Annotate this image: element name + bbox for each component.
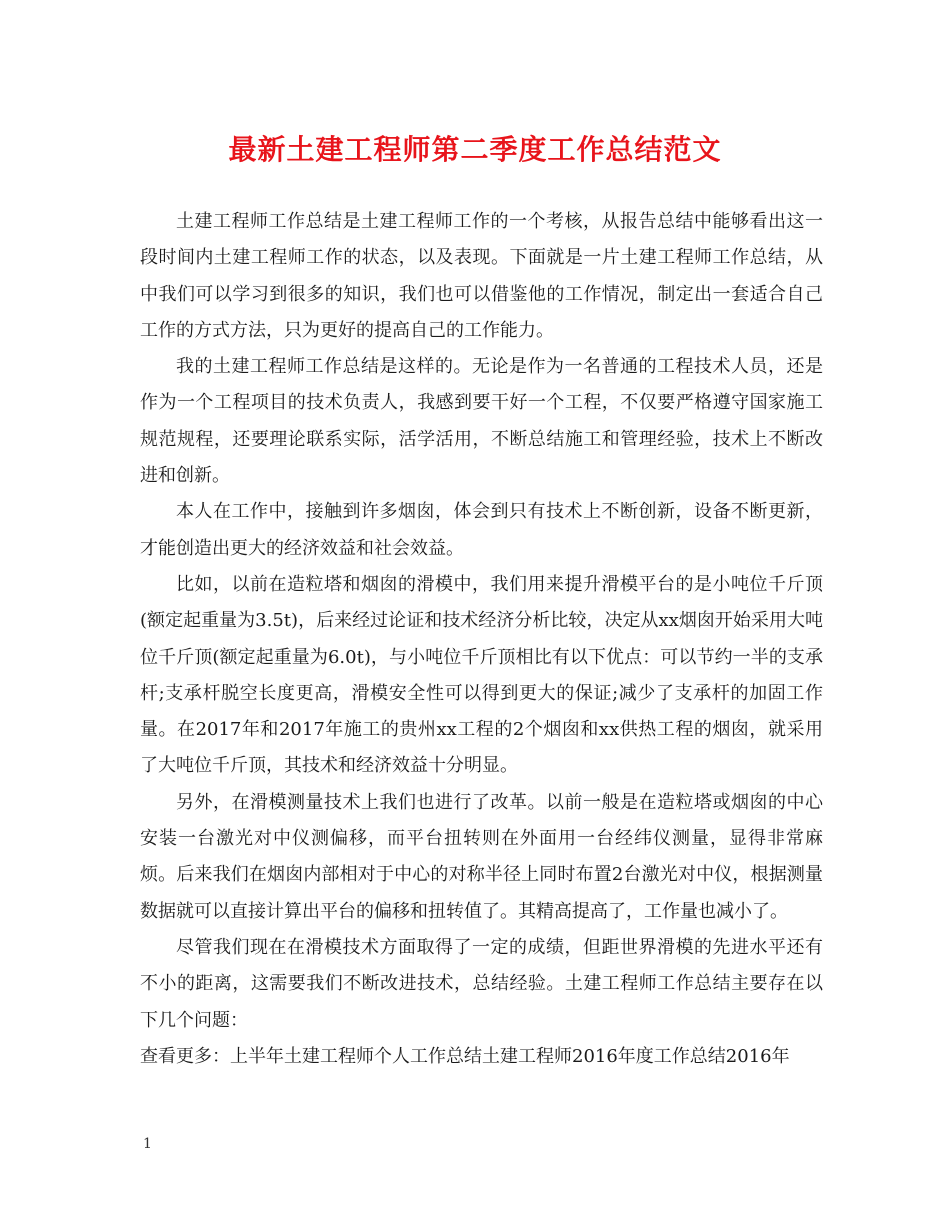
more-link[interactable]: 查看更多：上半年土建工程师个人工作总结土建工程师2016年度工作总结2016年 — [140, 1045, 790, 1067]
document-body — [140, 204, 823, 1075]
paragraph-problems: 尽管我们现在在滑模技术方面取得了一定的成绩，但距世界滑模的先进水平还有不小的距离，这需要我们不断改进技术，总结经验。土建工程师工作总结主要存在以下几个问题： — [140, 936, 823, 1031]
paragraph-intro: 土建工程师工作总结是土建工程师工作的一个考核，从报告总结中能够看出这一段时间内土建工程师工作的状态，以及表现。下面就是一片土建工程师工作总结，从中我们可以学习到很多的知识，我们也可以借鉴他的工作情况，制定出一套适合自己工作的方式方法，只为更好的提高自己的工作能力。 — [140, 211, 823, 341]
paragraph-chimney: 本人在工作中，接触到许多烟囱，体会到只有技术上不断创新，设备不断更新，才能创造出更大的经济效益和社会效益。 — [140, 501, 823, 559]
paragraph-measurement: 另外，在滑模测量技术上我们也进行了改革。以前一般是在造粒塔或烟囱的中心安装一台激光对中仪测偏移，而平台扭转则在外面用一台经纬仪测量，显得非常麻烦。后来我们在烟囱内部相对于中心的对称半径上同时布置2台激光对中仪，根据测量数据就可以直接计算出平台的偏移和扭转值了。其精高提高了，工作量也减小了。 — [140, 791, 823, 922]
paragraph-summary: 我的土建工程师工作总结是这样的。无论是作为一名普通的工程技术人员，还是作为一个工程项目的技术负责人，我感到要干好一个工程，不仅要严格遵守国家施工规范规程，还要理论联系实际，活学活用，不断总结施工和管理经验，技术上不断改进和创新。 — [140, 356, 823, 487]
paragraph-jack-example: 比如，以前在造粒塔和烟囱的滑模中，我们用来提升滑模平台的是小吨位千斤顶(额定起重量为3.5t)，后来经过论证和技术经济分析比较，决定从xx烟囱开始采用大吨位千斤顶(额定起重量为6.0t)，与小吨位千斤顶相比有以下优点：可以节约一半的支承杆;支承杆脱空长度更高，滑模安全性可以得到更大的保证;减少了支承杆的加固工作量。在2017年和2017年施工的贵州xx工程的2个烟囱和xx供热工程的烟囱，就采用了大吨位千斤顶，其技术和经济效益十分明显。 — [140, 573, 823, 777]
page-number: 1 — [143, 1136, 152, 1152]
document-title: 最新土建工程师第二季度工作总结范文 — [228, 133, 722, 166]
